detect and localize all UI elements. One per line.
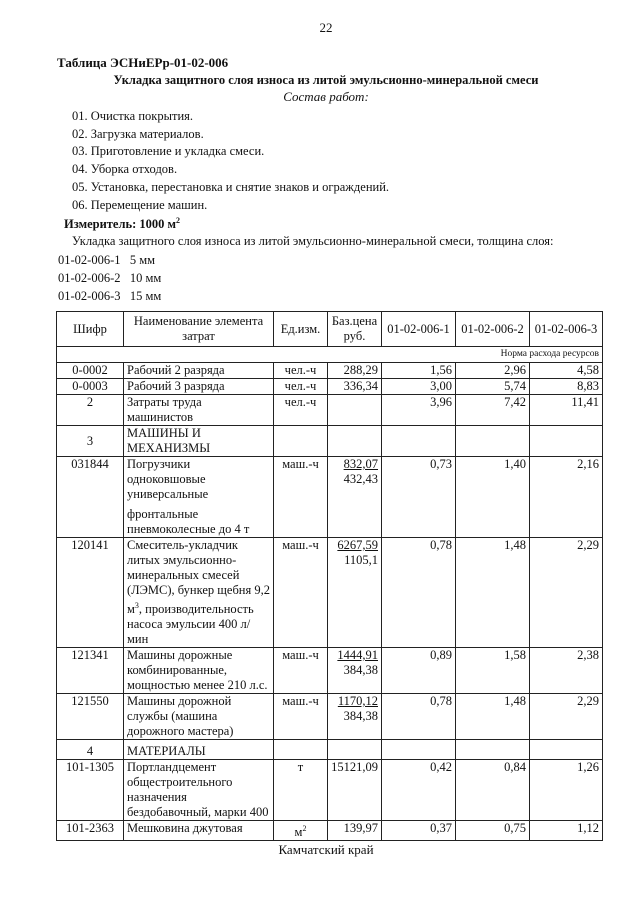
cell-value: 2,16 xyxy=(530,457,603,538)
cell-value: 0,89 xyxy=(382,648,456,694)
subtitle: Укладка защитного слоя износа из литой эмульсионно-минеральной смеси xyxy=(113,73,539,87)
cell-value: 0,42 xyxy=(382,760,456,821)
cell-value: 1,48 xyxy=(456,538,530,648)
work-step: 04. Уборка отходов. xyxy=(72,162,178,176)
section-number: 3 xyxy=(57,426,124,457)
page-number: 22 xyxy=(319,20,333,35)
cell-value: 7,42 xyxy=(456,395,530,426)
cell-code: 120141 xyxy=(57,538,124,648)
footer-region: Камчатский край xyxy=(278,842,374,857)
cell-name: Погрузчики одноковшовые универсальные фронтальные пневмоколесные до 4 т xyxy=(124,457,274,538)
table-row xyxy=(57,648,603,694)
header-code: Шифр xyxy=(57,312,124,347)
cell-code: 101-2363 xyxy=(57,821,124,841)
section-title: МАТЕРИАЛЫ xyxy=(124,740,274,760)
cell-value: 1,12 xyxy=(530,821,603,841)
cell-name: Машины дорожные комбинированные, мощностью менее 210 л.с. xyxy=(124,648,274,694)
cell-code: 101-1305 xyxy=(57,760,124,821)
header-variant-2: 01-02-006-2 xyxy=(456,312,530,347)
cell-price: 1444,91 384,38 xyxy=(328,648,382,694)
cell-unit: т xyxy=(274,760,328,821)
norm-label: Норма расхода ресурсов xyxy=(57,347,603,363)
cell-value: 0,75 xyxy=(456,821,530,841)
cell-price: 1170,12 384,38 xyxy=(328,694,382,740)
work-step: 03. Приготовление и укладка смеси. xyxy=(72,144,265,158)
cell-unit: чел.-ч xyxy=(274,395,328,426)
cell-price: 6267,59 1105,1 xyxy=(328,538,382,648)
cell-code: 121341 xyxy=(57,648,124,694)
cell-code: 0-0003 xyxy=(57,379,124,395)
cell-price: 15121,09 xyxy=(328,760,382,821)
header-variant-3: 01-02-006-3 xyxy=(530,312,603,347)
cell-code: 121550 xyxy=(57,694,124,740)
cell-value: 4,58 xyxy=(530,363,603,379)
norm-row xyxy=(57,347,603,363)
cell-value: 1,58 xyxy=(456,648,530,694)
section-title: МАШИНЫ И МЕХАНИЗМЫ xyxy=(124,426,274,457)
cell-code: 0-0002 xyxy=(57,363,124,379)
cell-value: 2,29 xyxy=(530,538,603,648)
cell-value: 3,96 xyxy=(382,395,456,426)
cell-code: 031844 xyxy=(57,457,124,538)
cell-price: 139,97 xyxy=(328,821,382,841)
cell-value: 1,26 xyxy=(530,760,603,821)
header-price: Баз.цена руб. xyxy=(328,312,382,347)
cell-price: 336,34 xyxy=(328,379,382,395)
table-row xyxy=(57,395,603,426)
table-row xyxy=(57,379,603,395)
cell-price: 832,07 432,43 xyxy=(328,457,382,538)
cell-code: 2 xyxy=(57,395,124,426)
resources-table xyxy=(56,311,603,841)
table-row xyxy=(57,760,603,821)
section-row xyxy=(57,426,603,457)
variant-line: 01-02-006-3 15 мм xyxy=(58,289,162,303)
cell-value: 2,38 xyxy=(530,648,603,694)
cell-value: 11,41 xyxy=(530,395,603,426)
cell-value: 5,74 xyxy=(456,379,530,395)
cell-value: 1,40 xyxy=(456,457,530,538)
cell-name: Затраты труда машинистов xyxy=(124,395,274,426)
header-unit: Ед.изм. xyxy=(274,312,328,347)
cell-value: 2,96 xyxy=(456,363,530,379)
cell-value: 0,78 xyxy=(382,538,456,648)
cell-unit: маш.-ч xyxy=(274,538,328,648)
measure-unit: Измеритель: 1000 $м^2$ xyxy=(64,216,181,232)
table-row xyxy=(57,538,603,648)
cell-name: Машины дорожной службы (машина дорожного мастера) xyxy=(124,694,274,740)
cell-value: 8,83 xyxy=(530,379,603,395)
composition-heading: Состав работ: xyxy=(283,89,369,104)
cell-unit: маш.-ч xyxy=(274,648,328,694)
cell-value: 1,56 xyxy=(382,363,456,379)
cell-value: 0,78 xyxy=(382,694,456,740)
table-row xyxy=(57,363,603,379)
description: Укладка защитного слоя износа из литой эмульсионно-минеральной смеси, толщина слоя: xyxy=(72,234,554,248)
table-row xyxy=(57,457,603,538)
table-title: Таблица ЭСНиЕРр-01-02-006 xyxy=(57,55,229,70)
cell-name: Портландцемент общестроительного назначения бездобавочный, марки 400 xyxy=(124,760,274,821)
variant-line: 01-02-006-2 10 мм xyxy=(58,271,162,285)
section-row xyxy=(57,740,603,760)
cell-value: 0,73 xyxy=(382,457,456,538)
cell-name: Смеситель-укладчик литых эмульсионно-минеральных смесей (ЛЭМС), бункер щебня 9,2 $м^3$, производительность насоса эмульсии 400 л/мин xyxy=(124,538,274,648)
cell-name: Мешковина джутовая xyxy=(124,821,274,841)
cell-value: 0,37 xyxy=(382,821,456,841)
work-step: 02. Загрузка материалов. xyxy=(72,127,204,141)
cell-unit: $м^2$ xyxy=(274,821,328,841)
table-row xyxy=(57,694,603,740)
cell-value: 0,84 xyxy=(456,760,530,821)
section-number: 4 xyxy=(57,740,124,760)
cell-value: 1,48 xyxy=(456,694,530,740)
cell-unit: чел.-ч xyxy=(274,379,328,395)
variant-line: 01-02-006-1 5 мм xyxy=(58,253,156,267)
header-name: Наименование элемента затрат xyxy=(124,312,274,347)
cell-price: 288,29 xyxy=(328,363,382,379)
table-header-row xyxy=(57,312,603,347)
cell-unit: маш.-ч xyxy=(274,457,328,538)
table-row xyxy=(57,821,603,841)
header-variant-1: 01-02-006-1 xyxy=(382,312,456,347)
cell-value: 2,29 xyxy=(530,694,603,740)
work-step: 06. Перемещение машин. xyxy=(72,198,208,212)
cell-unit: маш.-ч xyxy=(274,694,328,740)
work-step: 01. Очистка покрытия. xyxy=(72,109,194,123)
cell-name: Рабочий 3 разряда xyxy=(124,379,274,395)
cell-price xyxy=(328,395,382,426)
cell-unit: чел.-ч xyxy=(274,363,328,379)
work-step: 05. Установка, перестановка и снятие знаков и ограждений. xyxy=(72,180,390,194)
cell-name: Рабочий 2 разряда xyxy=(124,363,274,379)
cell-value: 3,00 xyxy=(382,379,456,395)
